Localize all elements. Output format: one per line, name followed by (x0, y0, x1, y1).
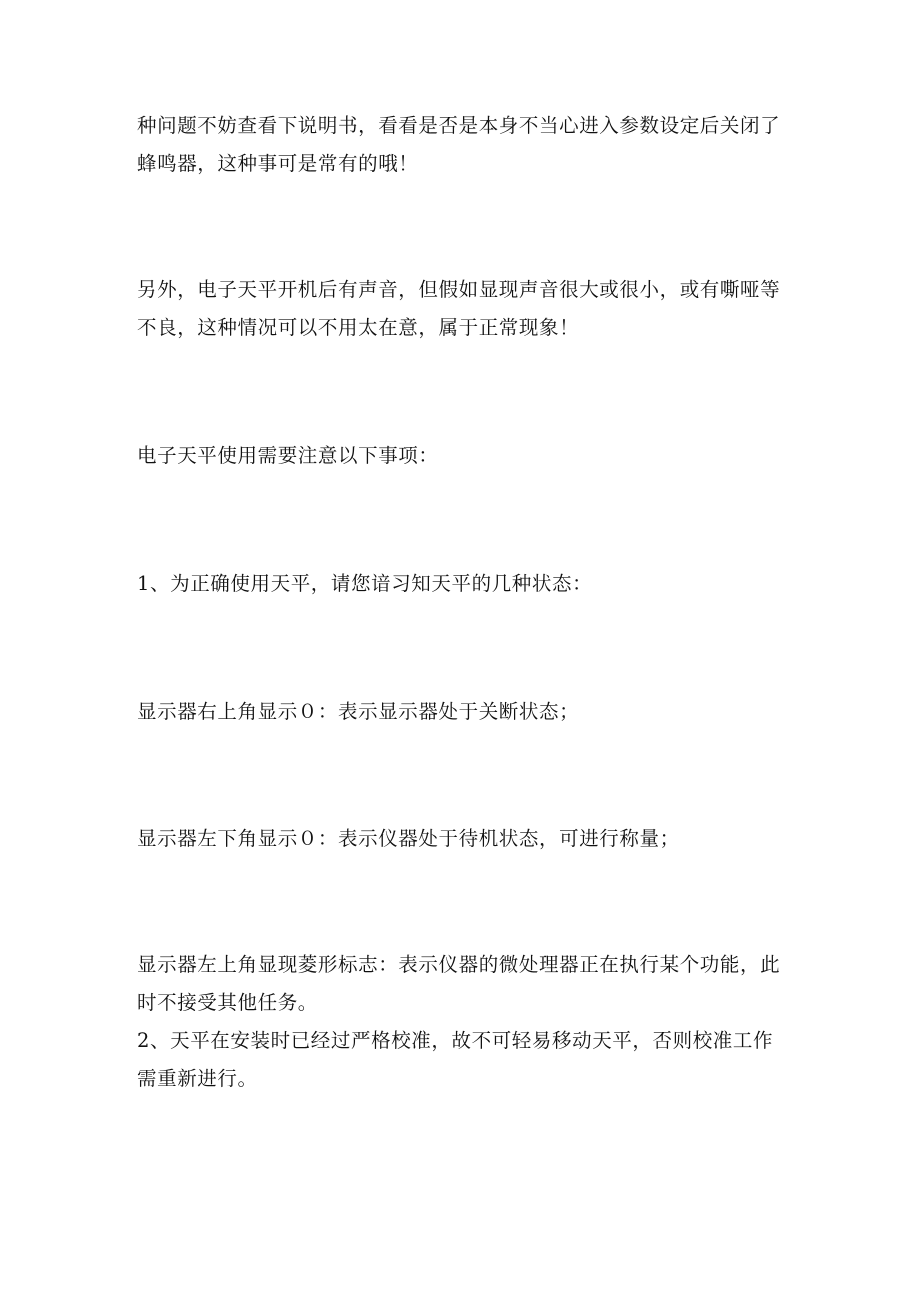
text-line: 时不接受其他任务。 (137, 991, 318, 1014)
paragraph-display-top-right (137, 693, 792, 731)
paragraph-display-diamond-and-item-2 (137, 946, 792, 1098)
text-line: 种问题不妨查看下说明书，看看是否是本身不当心进入参数设定后关闭了 (137, 114, 781, 137)
text-line: 1、为正确使用天平，请您谙习知天平的几种状态： (137, 572, 593, 595)
paragraph-usage-notes-heading (137, 437, 792, 475)
paragraph-item-1 (137, 565, 792, 603)
text-line: 蜂鸣器，这种事可是常有的哦！ (137, 152, 419, 175)
paragraph-startup-sound (137, 271, 792, 347)
text-line: 显示器左上角显现菱形标志：表示仪器的微处理器正在执行某个功能，此 (137, 953, 781, 976)
paragraph-buzzer-manual (137, 107, 792, 183)
text-line: 2、天平在安装时已经过严格校准，故不可轻易移动天平，否则校准工作 (137, 1029, 774, 1052)
text-line: 另外，电子天平开机后有声音，但假如显现声音很大或很小，或有嘶哑等 (137, 278, 781, 301)
text-line: 显示器右上角显示０：表示显示器处于关断状态； (137, 700, 580, 723)
text-line: 显示器左下角显示０：表示仪器处于待机状态，可进行称量； (137, 827, 680, 850)
paragraph-display-bottom-left (137, 820, 792, 858)
text-line: 电子天平使用需要注意以下事项： (137, 444, 439, 467)
text-line: 不良，这种情况可以不用太在意，属于正常现象！ (137, 316, 580, 339)
text-line: 需重新进行。 (137, 1067, 258, 1090)
